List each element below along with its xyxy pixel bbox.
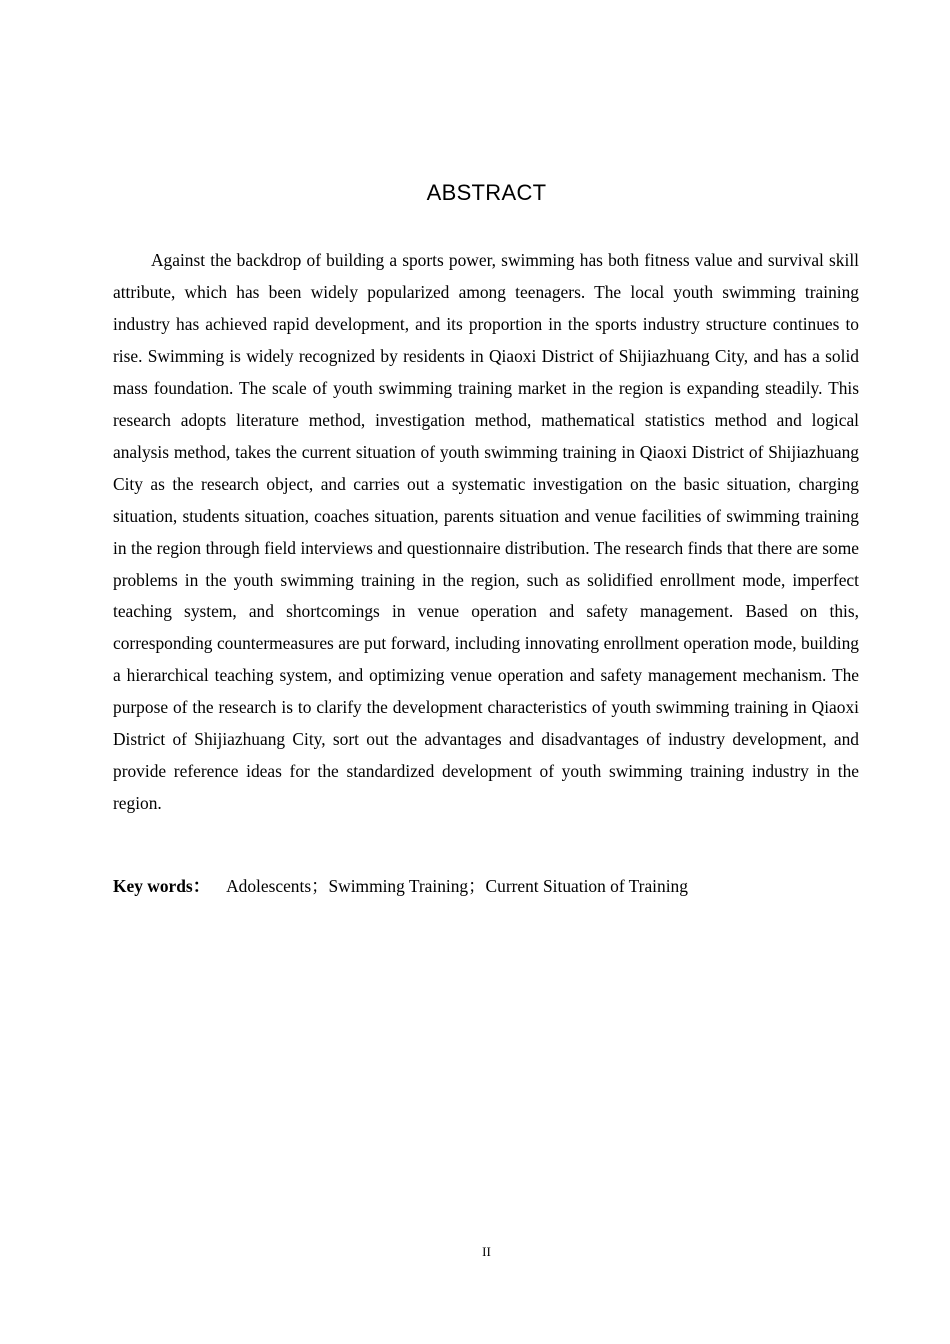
page-number: II <box>482 1244 491 1259</box>
keywords-list: Adolescents；Swimming Training；Current Situation of Training <box>226 876 688 896</box>
keywords-label: Key words： <box>113 876 211 896</box>
keywords-line <box>113 871 859 902</box>
abstract-heading: ABSTRACT <box>426 180 547 205</box>
abstract-paragraph: Against the backdrop of building a sports power, swimming has both fitness value and survival skill attribute, which has been widely popularized among teenagers. The local youth swimming training industry has achieved rapid development, and its proportion in the sports industry structure continues to rise. Swimming is widely recognized by residents in Qiaoxi District of Shijiazhuang City, and has a solid mass foundation. The scale of youth swimming training market in the region is expanding steadily. This research adopts literature method, investigation method, mathematical statistics method and logical analysis method, takes the current situation of youth swimming training in Qiaoxi District of Shijiazhuang City as the research object, and carries out a systematic investigation on the basic situation, charging situation, students situation, coaches situation, parents situation and venue facilities of swimming training in the region through field interviews and questionnaire distribution. The research finds that there are some problems in the youth swimming training in the region, such as solidified enrollment mode, imperfect teaching system, and shortcomings in venue operation and safety management. Based on this, corresponding countermeasures are put forward, including innovating enrollment operation mode, building a hierarchical teaching system, and optimizing venue operation and safety management mechanism. The purpose of the research is to clarify the development characteristics of youth swimming training in Qiaoxi District of Shijiazhuang City, sort out the advantages and disadvantages of industry development, and provide reference ideas for the standardized development of youth swimming training industry in the region. <box>113 250 859 814</box>
